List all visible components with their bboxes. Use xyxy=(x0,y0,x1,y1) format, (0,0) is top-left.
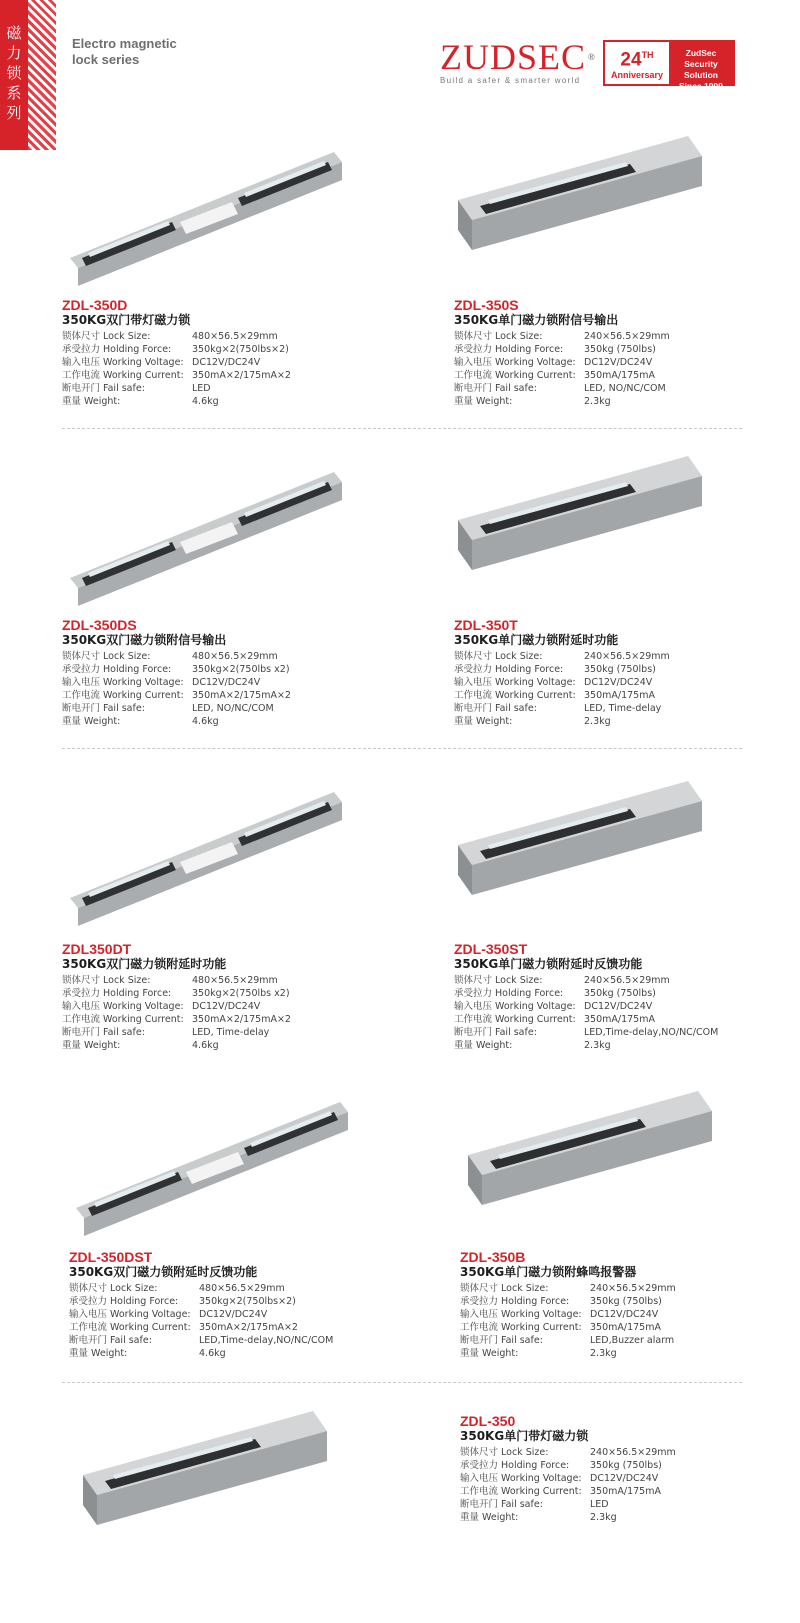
spec-value-voltage: DC12V/DC24V xyxy=(584,1001,653,1012)
anniversary-since: Since 1999 xyxy=(679,81,723,91)
spec-value-force: 350kg (750lbs) xyxy=(590,1296,662,1307)
spec-value-voltage: DC12V/DC24V xyxy=(584,357,653,368)
spec-label-weight: 重量 Weight: xyxy=(69,1348,128,1359)
product-model: ZDL-350 xyxy=(460,1413,516,1429)
spec-label-voltage: 输入电压 Working Voltage: xyxy=(62,677,184,688)
product-card xyxy=(62,617,402,728)
spec-value-failsafe: LED xyxy=(192,383,211,394)
lock-image-double xyxy=(62,140,382,300)
spec-value-force: 350kg (750lbs) xyxy=(584,988,656,999)
lock-image-double xyxy=(62,460,382,620)
spec-label-size: 锁体尺寸 Lock Size: xyxy=(454,651,543,662)
spec-value-weight: 2.3kg xyxy=(584,1040,611,1051)
spec-label-failsafe: 断电开门 Fail safe: xyxy=(62,1027,145,1038)
brand-name: ZUDSEC xyxy=(440,37,587,77)
product-card xyxy=(62,297,402,408)
side-stripes-decoration xyxy=(28,0,56,150)
spec-value-size: 240×56.5×29mm xyxy=(584,651,670,662)
section-divider xyxy=(62,748,742,749)
spec-value-force: 350kg (750lbs) xyxy=(590,1460,662,1471)
spec-label-failsafe: 断电开门 Fail safe: xyxy=(454,1027,537,1038)
product-card xyxy=(454,297,794,408)
spec-label-failsafe: 断电开门 Fail safe: xyxy=(62,383,145,394)
spec-value-current: 350mA/175mA xyxy=(590,1486,661,1497)
product-card xyxy=(460,1413,800,1524)
registered-mark: ® xyxy=(588,52,596,62)
spec-value-force: 350kg×2(750lbs x2) xyxy=(192,988,290,999)
spec-label-size: 锁体尺寸 Lock Size: xyxy=(62,651,151,662)
spec-label-force: 承受拉力 Holding Force: xyxy=(460,1296,570,1307)
spec-label-voltage: 输入电压 Working Voltage: xyxy=(460,1309,582,1320)
spec-label-voltage: 输入电压 Working Voltage: xyxy=(454,677,576,688)
spec-value-weight: 2.3kg xyxy=(584,396,611,407)
spec-value-failsafe: LED,Time-delay,NO/NC/COM xyxy=(584,1027,719,1038)
spec-label-force: 承受拉力 Holding Force: xyxy=(460,1460,570,1471)
spec-value-current: 350mA/175mA xyxy=(584,690,655,701)
product-card xyxy=(454,941,794,1052)
spec-value-weight: 2.3kg xyxy=(590,1512,617,1523)
spec-label-weight: 重量 Weight: xyxy=(454,396,513,407)
spec-label-weight: 重量 Weight: xyxy=(460,1348,519,1359)
spec-label-current: 工作电流 Working Current: xyxy=(69,1322,191,1333)
product-model: ZDL350DT xyxy=(62,941,132,957)
product-subtitle: 350KG单门磁力锁附蜂鸣报警器 xyxy=(460,1265,637,1279)
series-side-tab xyxy=(0,0,28,150)
spec-value-failsafe: LED, Time-delay xyxy=(584,703,662,714)
spec-value-failsafe: LED,Time-delay,NO/NC/COM xyxy=(199,1335,334,1346)
spec-label-force: 承受拉力 Holding Force: xyxy=(454,988,564,999)
product-model: ZDL-350B xyxy=(460,1249,526,1265)
product-model: ZDL-350DS xyxy=(62,617,137,633)
product-card xyxy=(62,941,402,1052)
spec-value-weight: 4.6kg xyxy=(199,1348,226,1359)
section-divider xyxy=(62,1382,742,1383)
spec-value-voltage: DC12V/DC24V xyxy=(192,357,261,368)
anniversary-slogan: Security Solution xyxy=(684,59,718,80)
spec-label-voltage: 输入电压 Working Voltage: xyxy=(460,1473,582,1484)
anniversary-suffix: TH xyxy=(641,50,654,61)
spec-value-current: 350mA/175mA xyxy=(584,1014,655,1025)
product-subtitle: 350KG单门带灯磁力锁 xyxy=(460,1429,589,1443)
spec-value-failsafe: LED, NO/NC/COM xyxy=(584,383,666,394)
spec-value-current: 350mA×2/175mA×2 xyxy=(192,370,291,381)
spec-value-voltage: DC12V/DC24V xyxy=(590,1309,659,1320)
lock-image-single xyxy=(450,450,770,610)
spec-label-weight: 重量 Weight: xyxy=(62,716,121,727)
brand-logo xyxy=(440,37,596,85)
spec-value-failsafe: LED,Buzzer alarm xyxy=(590,1335,675,1346)
spec-value-force: 350kg×2(750lbs x2) xyxy=(192,664,290,675)
spec-label-size: 锁体尺寸 Lock Size: xyxy=(62,331,151,342)
product-subtitle: 350KG双门带灯磁力锁 xyxy=(62,313,191,327)
spec-value-current: 350mA/175mA xyxy=(590,1322,661,1333)
product-subtitle: 350KG单门磁力锁附延时反馈功能 xyxy=(454,957,643,971)
spec-value-size: 480×56.5×29mm xyxy=(192,331,278,342)
spec-value-size: 480×56.5×29mm xyxy=(192,975,278,986)
spec-value-current: 350mA×2/175mA×2 xyxy=(192,1014,291,1025)
product-subtitle: 350KG双门磁力锁附延时功能 xyxy=(62,957,227,971)
spec-label-size: 锁体尺寸 Lock Size: xyxy=(62,975,151,986)
spec-label-failsafe: 断电开门 Fail safe: xyxy=(454,383,537,394)
spec-value-current: 350mA/175mA xyxy=(584,370,655,381)
spec-label-weight: 重量 Weight: xyxy=(460,1512,519,1523)
spec-value-weight: 2.3kg xyxy=(584,716,611,727)
series-title-line2: lock series xyxy=(72,52,140,67)
spec-label-current: 工作电流 Working Current: xyxy=(62,1014,184,1025)
product-model: ZDL-350T xyxy=(454,617,518,633)
spec-value-force: 350kg×2(750lbs×2) xyxy=(199,1296,296,1307)
spec-label-voltage: 输入电压 Working Voltage: xyxy=(62,357,184,368)
spec-value-weight: 4.6kg xyxy=(192,396,219,407)
spec-label-failsafe: 断电开门 Fail safe: xyxy=(454,703,537,714)
spec-label-force: 承受拉力 Holding Force: xyxy=(454,664,564,675)
spec-value-force: 350kg (750lbs) xyxy=(584,344,656,355)
spec-value-size: 480×56.5×29mm xyxy=(199,1283,285,1294)
section-divider xyxy=(62,428,742,429)
product-model: ZDL-350D xyxy=(62,297,128,313)
anniversary-company: ZudSec xyxy=(685,48,717,58)
anniversary-badge xyxy=(603,40,735,91)
spec-value-voltage: DC12V/DC24V xyxy=(192,677,261,688)
spec-label-size: 锁体尺寸 Lock Size: xyxy=(460,1283,549,1294)
spec-label-weight: 重量 Weight: xyxy=(454,716,513,727)
spec-value-failsafe: LED, NO/NC/COM xyxy=(192,703,274,714)
product-model: ZDL-350S xyxy=(454,297,519,313)
spec-value-size: 240×56.5×29mm xyxy=(590,1283,676,1294)
product-card xyxy=(69,1249,409,1360)
spec-value-size: 240×56.5×29mm xyxy=(590,1447,676,1458)
spec-value-current: 350mA×2/175mA×2 xyxy=(199,1322,298,1333)
lock-image-single xyxy=(460,1085,780,1245)
lock-image-double xyxy=(68,1090,388,1250)
lock-image-single xyxy=(450,775,770,935)
spec-value-voltage: DC12V/DC24V xyxy=(199,1309,268,1320)
spec-label-failsafe: 断电开门 Fail safe: xyxy=(460,1499,543,1510)
product-subtitle: 350KG单门磁力锁附延时功能 xyxy=(454,633,619,647)
side-tab-label: 磁力锁系列 xyxy=(4,25,23,125)
spec-value-current: 350mA×2/175mA×2 xyxy=(192,690,291,701)
product-card xyxy=(454,617,794,728)
spec-label-size: 锁体尺寸 Lock Size: xyxy=(69,1283,158,1294)
spec-label-weight: 重量 Weight: xyxy=(62,396,121,407)
spec-value-weight: 4.6kg xyxy=(192,1040,219,1051)
product-model: ZDL-350ST xyxy=(454,941,528,957)
spec-label-current: 工作电流 Working Current: xyxy=(62,370,184,381)
spec-label-current: 工作电流 Working Current: xyxy=(454,370,576,381)
product-subtitle: 350KG单门磁力锁附信号输出 xyxy=(454,313,619,327)
spec-label-failsafe: 断电开门 Fail safe: xyxy=(460,1335,543,1346)
spec-label-current: 工作电流 Working Current: xyxy=(460,1322,582,1333)
spec-label-current: 工作电流 Working Current: xyxy=(460,1486,582,1497)
anniversary-number: 24 xyxy=(620,49,642,71)
spec-value-failsafe: LED, Time-delay xyxy=(192,1027,270,1038)
spec-label-current: 工作电流 Working Current: xyxy=(454,1014,576,1025)
spec-label-current: 工作电流 Working Current: xyxy=(62,690,184,701)
product-card xyxy=(460,1249,800,1360)
spec-label-force: 承受拉力 Holding Force: xyxy=(454,344,564,355)
spec-label-voltage: 输入电压 Working Voltage: xyxy=(69,1309,191,1320)
lock-image-single xyxy=(75,1405,395,1565)
brand-tagline: Build a safer & smarter world xyxy=(440,76,581,85)
spec-label-force: 承受拉力 Holding Force: xyxy=(62,344,172,355)
spec-value-voltage: DC12V/DC24V xyxy=(590,1473,659,1484)
series-title-line1: Electro magnetic xyxy=(72,36,177,51)
spec-value-size: 240×56.5×29mm xyxy=(584,975,670,986)
spec-label-voltage: 输入电压 Working Voltage: xyxy=(62,1001,184,1012)
spec-value-voltage: DC12V/DC24V xyxy=(584,677,653,688)
lock-image-single xyxy=(450,130,770,290)
spec-label-weight: 重量 Weight: xyxy=(454,1040,513,1051)
spec-value-size: 240×56.5×29mm xyxy=(584,331,670,342)
spec-value-weight: 4.6kg xyxy=(192,716,219,727)
spec-label-voltage: 输入电压 Working Voltage: xyxy=(454,1001,576,1012)
anniversary-word: Anniversary xyxy=(610,69,664,80)
spec-value-failsafe: LED xyxy=(590,1499,609,1510)
spec-label-failsafe: 断电开门 Fail safe: xyxy=(69,1335,152,1346)
spec-label-force: 承受拉力 Holding Force: xyxy=(69,1296,179,1307)
spec-label-current: 工作电流 Working Current: xyxy=(454,690,576,701)
product-subtitle: 350KG双门磁力锁附延时反馈功能 xyxy=(69,1265,258,1279)
spec-label-size: 锁体尺寸 Lock Size: xyxy=(454,975,543,986)
series-title xyxy=(72,36,177,68)
spec-label-failsafe: 断电开门 Fail safe: xyxy=(62,703,145,714)
spec-label-voltage: 输入电压 Working Voltage: xyxy=(454,357,576,368)
lock-image-double xyxy=(62,780,382,940)
spec-label-weight: 重量 Weight: xyxy=(62,1040,121,1051)
product-subtitle: 350KG双门磁力锁附信号输出 xyxy=(62,633,227,647)
product-model: ZDL-350DST xyxy=(69,1249,153,1265)
spec-value-size: 480×56.5×29mm xyxy=(192,651,278,662)
spec-value-voltage: DC12V/DC24V xyxy=(192,1001,261,1012)
spec-label-size: 锁体尺寸 Lock Size: xyxy=(454,331,543,342)
spec-value-force: 350kg×2(750lbs×2) xyxy=(192,344,289,355)
spec-label-force: 承受拉力 Holding Force: xyxy=(62,988,172,999)
spec-label-size: 锁体尺寸 Lock Size: xyxy=(460,1447,549,1458)
spec-value-force: 350kg (750lbs) xyxy=(584,664,656,675)
spec-label-force: 承受拉力 Holding Force: xyxy=(62,664,172,675)
spec-value-weight: 2.3kg xyxy=(590,1348,617,1359)
